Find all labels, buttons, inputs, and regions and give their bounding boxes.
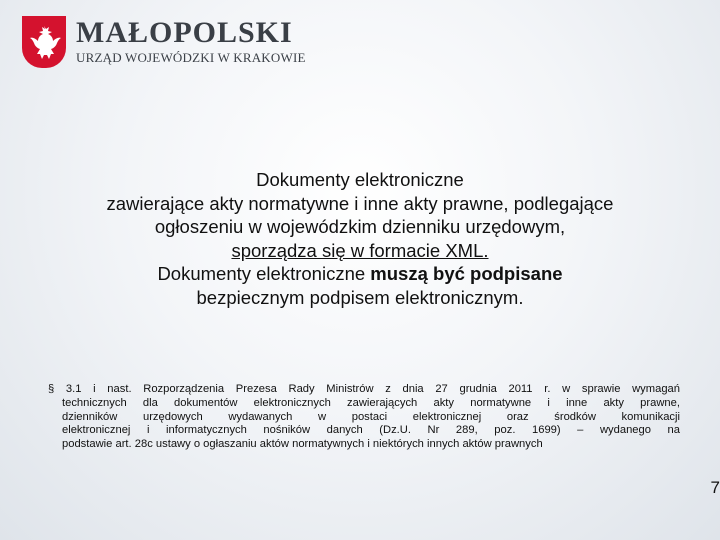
eagle-icon xyxy=(27,22,61,62)
legal-reference xyxy=(48,383,680,452)
main-line-3: ogłoszeniu w wojewódzkim dzienniku urzędowym, xyxy=(154,216,566,237)
reference-line-5: podstawie art. 28c ustawy o ogłaszaniu aktów normatywnych i niektórych innych aktów prawnych xyxy=(62,438,543,451)
page-number: 7 xyxy=(710,478,720,497)
main-text xyxy=(40,168,680,309)
header-logo xyxy=(22,16,306,68)
main-line-2: zawierające akty normatywne i inne akty prawne, podlegające xyxy=(106,192,614,214)
reference-line-3: dzienników urzędowych wydawanych w postaci elektronicznej oraz środków komunikacji xyxy=(62,410,680,423)
brand-subtitle: URZĄD WOJEWÓDZKI W KRAKOWIE xyxy=(76,50,306,65)
main-line-5-prefix: Dokumenty elektroniczne xyxy=(157,263,371,284)
main-line-5 xyxy=(40,262,680,286)
reference-line-2: technicznych dla dokumentów elektronicznych zawierających akty normatywne i inne akty prawne, xyxy=(62,396,680,409)
main-line-5-bold: muszą być podpisane xyxy=(370,263,563,284)
main-line-4-underlined: sporządza się w formacie XML. xyxy=(231,239,489,261)
main-line-1: Dokumenty elektroniczne xyxy=(256,169,464,190)
reference-line-1: § 3.1 i nast. Rozporządzenia Prezesa Rady Ministrów z dnia 27 grudnia 2011 r. w sprawie wymagań xyxy=(48,383,680,395)
reference-line-4: elektronicznej i informatycznych nośników danych (Dz.U. Nr 289, poz. 1699) – wydanego na xyxy=(62,424,680,437)
brand-title: MAŁOPOLSKI xyxy=(76,16,293,49)
white-eagle-emblem-icon xyxy=(22,16,66,68)
main-line-6: bezpiecznym podpisem elektronicznym. xyxy=(196,286,524,308)
